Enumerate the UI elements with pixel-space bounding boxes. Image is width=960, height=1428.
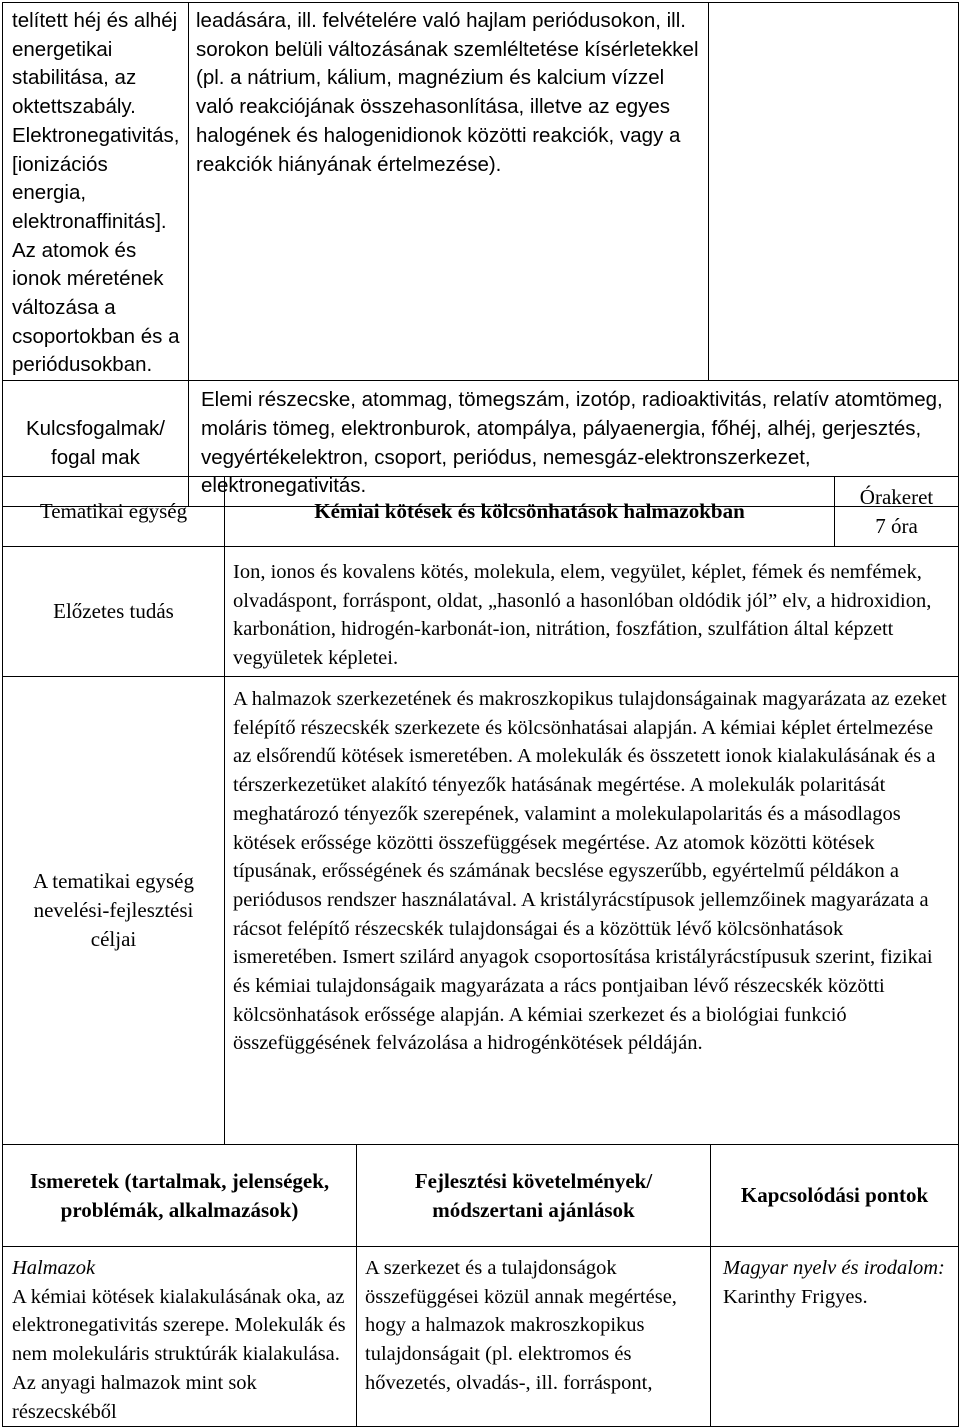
halmazok-heading: Halmazok: [12, 1257, 96, 1279]
kapcsolodasi-text-block: [723, 1254, 948, 1311]
tematikai-egyseg-label-cell: [3, 477, 225, 547]
kapcsolodasi-header-cell: [711, 1145, 959, 1247]
prior-requirements-text: leadására, ill. felvételére való hajlam periódusokon, ill. sorokon belüli változásának szemléltetése kísérletekkel (pl. a nátrium, kálium, magnézium és kalcium vízzel való reakciójának összehasonlítása, illetve az egyes halogének és halogenidionok közötti reakciók, vagy a reakciók hiányának értelmezése).: [196, 9, 699, 176]
kapcsolodasi-content-cell: [711, 1247, 959, 1427]
prior-content-cell: [3, 3, 189, 381]
kapcsolodasi-header: Kapcsolódási pontok: [740, 1183, 929, 1207]
kapcsolodasi-text: Karinthy Frigyes.: [723, 1285, 868, 1308]
ismeretek-content-cell: [3, 1247, 357, 1427]
kulcsfogalmak-text: Elemi részecske, atommag, tömegszám, izotóp, radioaktivitás, relatív atomtömeg, moláris tömeg, elektronburok, atompálya, pályaenergia, főhéj, alhéj, gerjesztés, vegyértékelektron, csoport, periódus, nemesgáz-elektronszerkezet, elektronegativitás.: [201, 388, 943, 498]
ismeretek-header-cell: [3, 1145, 357, 1247]
unit-table: [2, 476, 959, 1427]
ismeretek-text: A kémiai kötések kialakulásának oka, az elektronegativitás szerepe. Molekulák és nem molekuláris struktúrák kialakulása. Az anyagi halmazok mint sok részecskéből: [12, 1285, 346, 1423]
fejlesztesi-content-cell: [357, 1247, 711, 1427]
celok-text: A halmazok szerkezetének és makroszkopikus tulajdonságainak magyarázata az ezeket felépítő részecskék szerkezete és kölcsönhatásai alapján. A kémiai képlet értelmezése az elsőrendű kötések ismeretében. A molekulák és összetett ionok kialakulásának és a térszerkezetüket alakító tényezők hatásának megértése. A molekulák polaritását meghatározó tényezők szerepének, valamint a molekulapolaritás és a másodlagos kötések erőssége közötti összefüggések megértése. Az atomok közötti kötések típusának, erősségének és számának becslése egyszerűbb, egyértelmű példákon a periódusos rendszer használatával. A kristályrácstípusok jellemzőinek magyarázata a rácsot felépítő részecskék tulajdonságai és a közöttük lévő kölcsönhatások ismeretében. Ismert szilárd anyagok csoportosítása kristályrácstípusuk szerint, fizikai és kémiai tulajdonságaik magyarázata a rács pontjaiban lévő részecskék közötti kölcsönhatások erőssége alapján. A kémiai szerkezet és a biológiai funkció összefüggésének felvázolása a hidrogénkötések példáján.: [233, 688, 947, 1055]
kulcsfogalmak-label: Kulcsfogalmak/ fogal mak: [25, 416, 165, 469]
ismeretek-header: Ismeretek (tartalmak, jelenségek, problémák, alkalmazások): [29, 1168, 330, 1222]
celok-text-cell: [225, 677, 959, 1145]
orakeret-value: 7 óra: [875, 513, 918, 538]
elozetes-tudas-label-cell: [3, 547, 225, 677]
prior-unit-table: [2, 2, 959, 507]
unit-title-cell: [225, 477, 835, 547]
tematikai-egyseg-label: Tematikai egység: [39, 499, 188, 523]
orakeret-label: Órakeret: [859, 484, 934, 509]
fejlesztesi-header: Fejlesztési követelmények/ módszertani ajánlások: [414, 1168, 653, 1222]
elozetes-tudas-label: Előzetes tudás: [53, 599, 174, 623]
unit-title: Kémiai kötések és kölcsönhatások halmazokban: [314, 499, 745, 523]
celok-label-cell: [3, 677, 225, 1145]
elozetes-tudas-text: Ion, ionos és kovalens kötés, molekula, elem, vegyület, képlet, fémek és nemfémek, olvadáspont, forráspont, oldat, „hasonló a hasonlóban oldódik jól” elv, a hidroxidion, karbonátion, hidrogén-karbonát-ion, nitrátion, foszfátion, szulfátion által képzett vegyületek képletei.: [233, 561, 932, 670]
prior-connections-cell: [709, 3, 959, 381]
prior-requirements-cell: [189, 3, 709, 381]
prior-content-text: telített héj és alhéj energetikai stabilitása, az oktettszabály. Elektronegativitás, [ionizációs energia, elektronaffinitás]. Az atomok és ionok méretének változása a csoportokban és a periódusokban.: [12, 9, 180, 377]
kapcsolodasi-subject: Magyar nyelv és irodalom:: [723, 1257, 945, 1279]
fejlesztesi-header-cell: [357, 1145, 711, 1247]
celok-label: A tematikai egység nevelési-fejlesztési céljai: [33, 869, 194, 951]
fejlesztesi-text: A szerkezet és a tulajdonságok összefüggései közül annak megértése, hogy a halmazok makroszkopikus tulajdonságait (pl. elektromos és hővezetés, olvadás-, ill. forráspont,: [365, 1257, 677, 1394]
orakeret-cell: [835, 477, 959, 547]
elozetes-tudas-text-cell: [225, 547, 959, 677]
